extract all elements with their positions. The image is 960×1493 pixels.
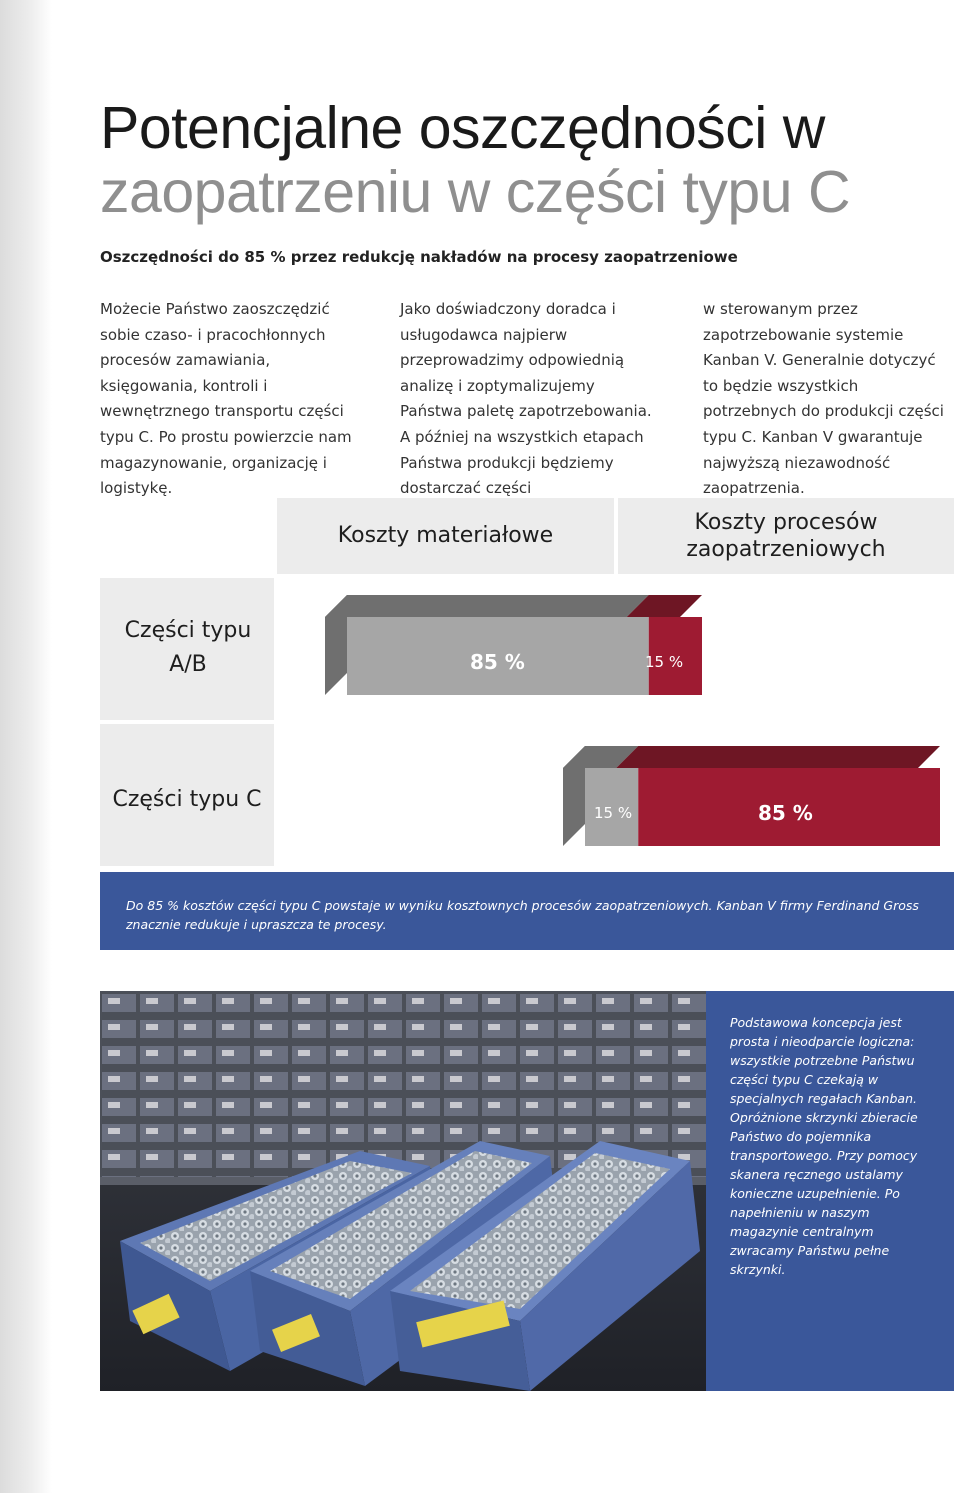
intro-column-3 [703, 297, 953, 502]
row-label-c: Części typu C [112, 787, 262, 812]
bar-label-c-material: 15 % [594, 804, 633, 822]
row-label-ab: Części typu A/B [124, 618, 252, 677]
bar-label-c-process: 85 % [758, 801, 813, 825]
column-header-process: Koszty procesów zaopatrzeniowych [686, 510, 886, 562]
summary-note [100, 872, 954, 950]
page-title-line-1: Potencjalne oszczędności w [100, 95, 825, 161]
bar-c-svg [563, 746, 942, 848]
page-subtitle: Oszczędności do 85 % przez redukcję nakładów na procesy zaopatrzeniowe [100, 248, 738, 266]
bar-ab-material-top [325, 595, 649, 617]
photo-caption [706, 991, 954, 1391]
page-title-line-2: zaopatrzeniu w części typu C [100, 159, 851, 225]
page-margin-shade [0, 0, 52, 1493]
bar-ab-svg [325, 595, 704, 697]
summary-note-text: Do 85 % kosztów części typu C powstaje w wyniku kosztownych procesów zaopatrzeniowych. Kanban V firmy Ferdinand Gross znacznie redukuje i upraszcza te procesy. [126, 898, 919, 932]
intro-column-2 [400, 297, 658, 502]
intro-text-3: w sterowanym przez zapotrzebowanie systemie Kanban V. Generalnie dotyczyć to będzie wszystkich potrzebnych do produkcji części typu C. Kanban V gwarantuje najwyższą niezawodność zaopatrzenia. [703, 300, 944, 498]
intro-column-1 [100, 297, 358, 502]
photo-caption-text: Podstawowa koncepcja jest prosta i nieodparcie logiczna: wszystkie potrzebne Państwu części typu C czekają w specjalnych regałach Kanban. Opróżnione skrzynki zbieracie Państwo do pojemnika transportowego. Przy pomocy skanera ręcznego ustalamy konieczne uzupełnienie. Po napełnieniu w naszym magazynie centralnym zwracamy Państwu pełne skrzynki. [730, 1015, 918, 1277]
bar-row-ab [325, 595, 704, 697]
bar-label-ab-material: 85 % [470, 650, 525, 674]
intro-text-1: Możecie Państwo zaoszczędzić sobie czaso- i pracochłonnych procesów zamawiania, księgowania, kontroli i wewnętrznego transportu części typu C. Po prostu powierzcie nam magazynowanie, organizację i logistykę. [100, 300, 352, 498]
column-header-material: Koszty materiałowe [337, 523, 554, 548]
bar-c-material-side [563, 746, 585, 846]
bar-label-ab-process: 15 % [645, 653, 684, 671]
kanban-bins-photo [100, 991, 706, 1391]
bar-c-process-top [616, 746, 940, 768]
intro-text-2: Jako doświadczony doradca i usługodawca najpierw przeprowadzimy odpowiednią analizę i zoptymalizujemy Państwa paletę zapotrzebowania. A później na wszystkich etapach Państwa produkcji będziemy dostarczać części [400, 300, 652, 498]
bar-ab-material-side [325, 595, 347, 695]
kanban-bins-illustration [100, 991, 706, 1391]
page-title [100, 96, 850, 224]
bar-row-c [563, 746, 942, 848]
cost-comparison [100, 498, 954, 866]
